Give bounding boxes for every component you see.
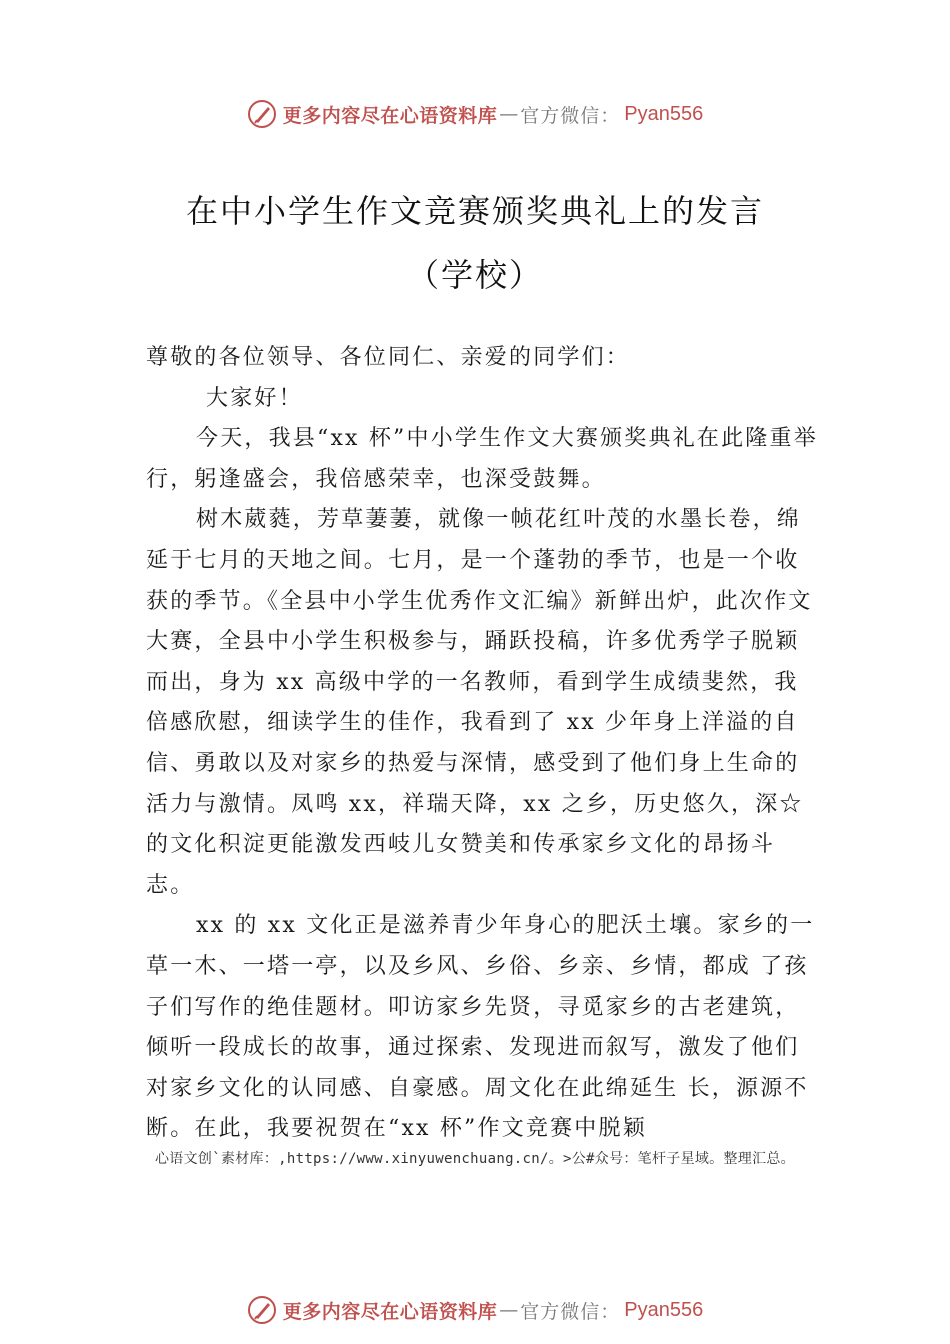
footer-banner: [0, 1290, 950, 1330]
greeting-paragraph: 大家好！: [206, 385, 303, 411]
quill-logo-icon: [247, 1295, 277, 1325]
salutation-paragraph: 尊敬的各位领导、各位同仁、亲爱的同学们：: [146, 345, 631, 370]
banner-separator: —: [499, 103, 519, 125]
document-subtitle: （学校）: [406, 256, 543, 294]
banner-wechat-id: Pyan556: [624, 1298, 704, 1321]
document-body: [146, 338, 818, 1150]
body-paragraph: 树木葳蕤，芳草萋萋，就像一帧花红叶茂的水墨长卷，绵延于七月的天地之间。七月，是一个蓬勃的季节，也是一个收获的季节。《全县中小学生优秀作文汇编》新鲜出炉，此次作文大赛，全县中小学生积极参与，踊跃投稿，许多优秀学子脱颖而出，身为 xx 高级中学的一名教师，看到学生成绩斐然，我倍感欣慰，细读学生的佳作，我看到了 xx 少年身上洋溢的自信、勇敢以及对家乡的热爱与深情，感受到了他们身上生命的活力与激情。凤鸣 xx，祥瑞天降，xx 之乡，历史悠久，深☆的文化积淀更能激发西岐儿女赞美和传承家乡文化的昂扬斗志。: [146, 507, 813, 898]
body-paragraph: xx 的 xx 文化正是滋养青少年身心的肥沃土壤。家乡的一草一木、一塔一亭，以及乡风、乡俗、乡亲、乡情，都成 了孩子们写作的绝佳题材。叩访家乡先贤，寻觅家乡的古老建筑，倾听一段成长的故事，通过探索、发现进而叙写，激发了他们对家乡文化的认同感、自豪感。周文化在此绵延生 长，源源不断。在此，我要祝贺在“xx 杯”作文竞赛中脱颖: [146, 913, 815, 1142]
banner-separator: —: [499, 1299, 519, 1321]
banner-brand: 更多内容尽在心语资料库: [282, 104, 498, 127]
banner-wechat-label: 官方微信：: [520, 104, 621, 127]
banner-brand: 更多内容尽在心语资料库: [282, 1300, 498, 1323]
banner-wechat-label: 官方微信：: [520, 1300, 621, 1323]
banner-wechat-id: Pyan556: [624, 102, 704, 125]
header-banner: [0, 94, 950, 134]
quill-logo-icon: [247, 99, 277, 129]
body-paragraph: 今天，我县“xx 杯”中小学生作文大赛颁奖典礼在此隆重举行，躬逢盛会，我倍感荣幸，也深受鼓舞。: [146, 426, 818, 492]
footer-source-note: 心语文创`素材库：,https://www.xinyuwenchuang.cn/。>公#众号：笔杆子星域。整理汇总。: [155, 1151, 795, 1167]
document-title: 在中小学生作文竞赛颁奖典礼上的发言: [185, 192, 764, 230]
